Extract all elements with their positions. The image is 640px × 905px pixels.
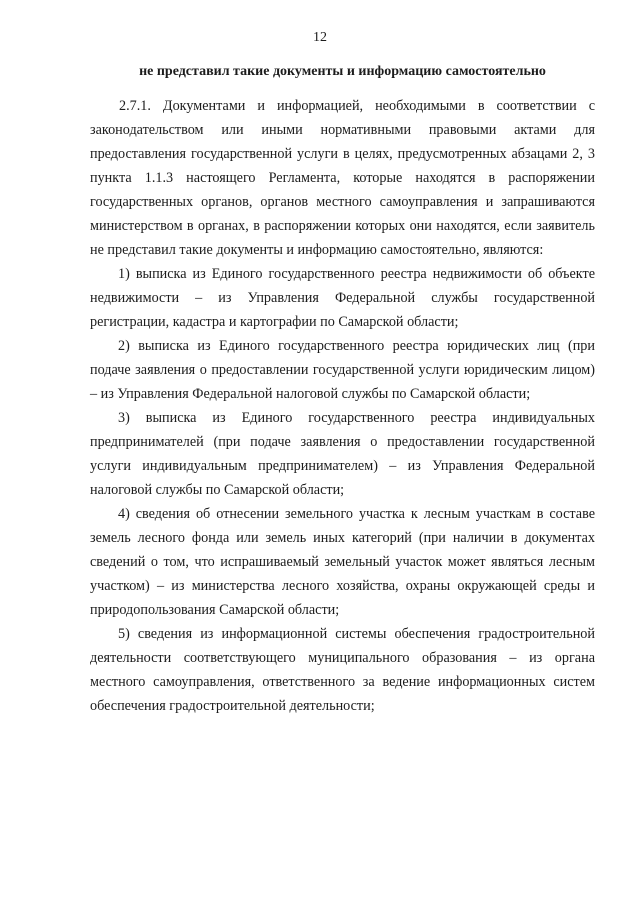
page-number: 12	[313, 30, 327, 45]
list-item-2: 2) выписка из Единого государственного реестра юридических лиц (при подаче заявления о предоставлении государственной услуги юридическим лицом) – из Управления Федеральной налоговой службы по Самарской области;	[90, 338, 595, 402]
list-item-1: 1) выписка из Единого государственного реестра недвижимости об объекте недвижимости – из Управления Федеральной службы государственной регистрации, кадастра и картографии по Самарской области;	[90, 266, 595, 330]
list-item-3: 3) выписка из Единого государственного реестра индивидуальных предпринимателей (при подаче заявления о предоставлении государственной услуги индивидуальным предпринимателем) – из Управления Федеральной налоговой службы по Самарской области;	[90, 410, 595, 498]
list-item-5: 5) сведения из информационной системы обеспечения градостроительной деятельности соответствующего муниципального образования – из органа местного самоуправления, ответственного за ведение информационных систем обеспечения градостроительной деятельности;	[90, 626, 595, 714]
document-body	[90, 94, 595, 718]
list-item-4: 4) сведения об отнесении земельного участка к лесным участкам в составе земель лесного фонда или земель иных категорий (при наличии в документах сведений о том, что испрашиваемый земельный участок может являться лесным участком) – из министерства лесного хозяйства, охраны окружающей среды и природопользования Самарской области;	[90, 506, 595, 618]
section-heading: не представил такие документы и информацию самостоятельно	[139, 64, 546, 79]
paragraph-2-7-1: 2.7.1. Документами и информацией, необходимыми в соответствии с законодательством или иными нормативными правовыми актами для предоставления государственной услуги в целях, предусмотренных абзацами 2, 3 пункта 1.1.3 настоящего Регламента, которые находятся в распоряжении государственных органов, органов местного самоуправления и запрашиваются министерством в органах, в распоряжении которых они находятся, если заявитель не представил такие документы и информацию самостоятельно, являются:	[90, 98, 595, 258]
